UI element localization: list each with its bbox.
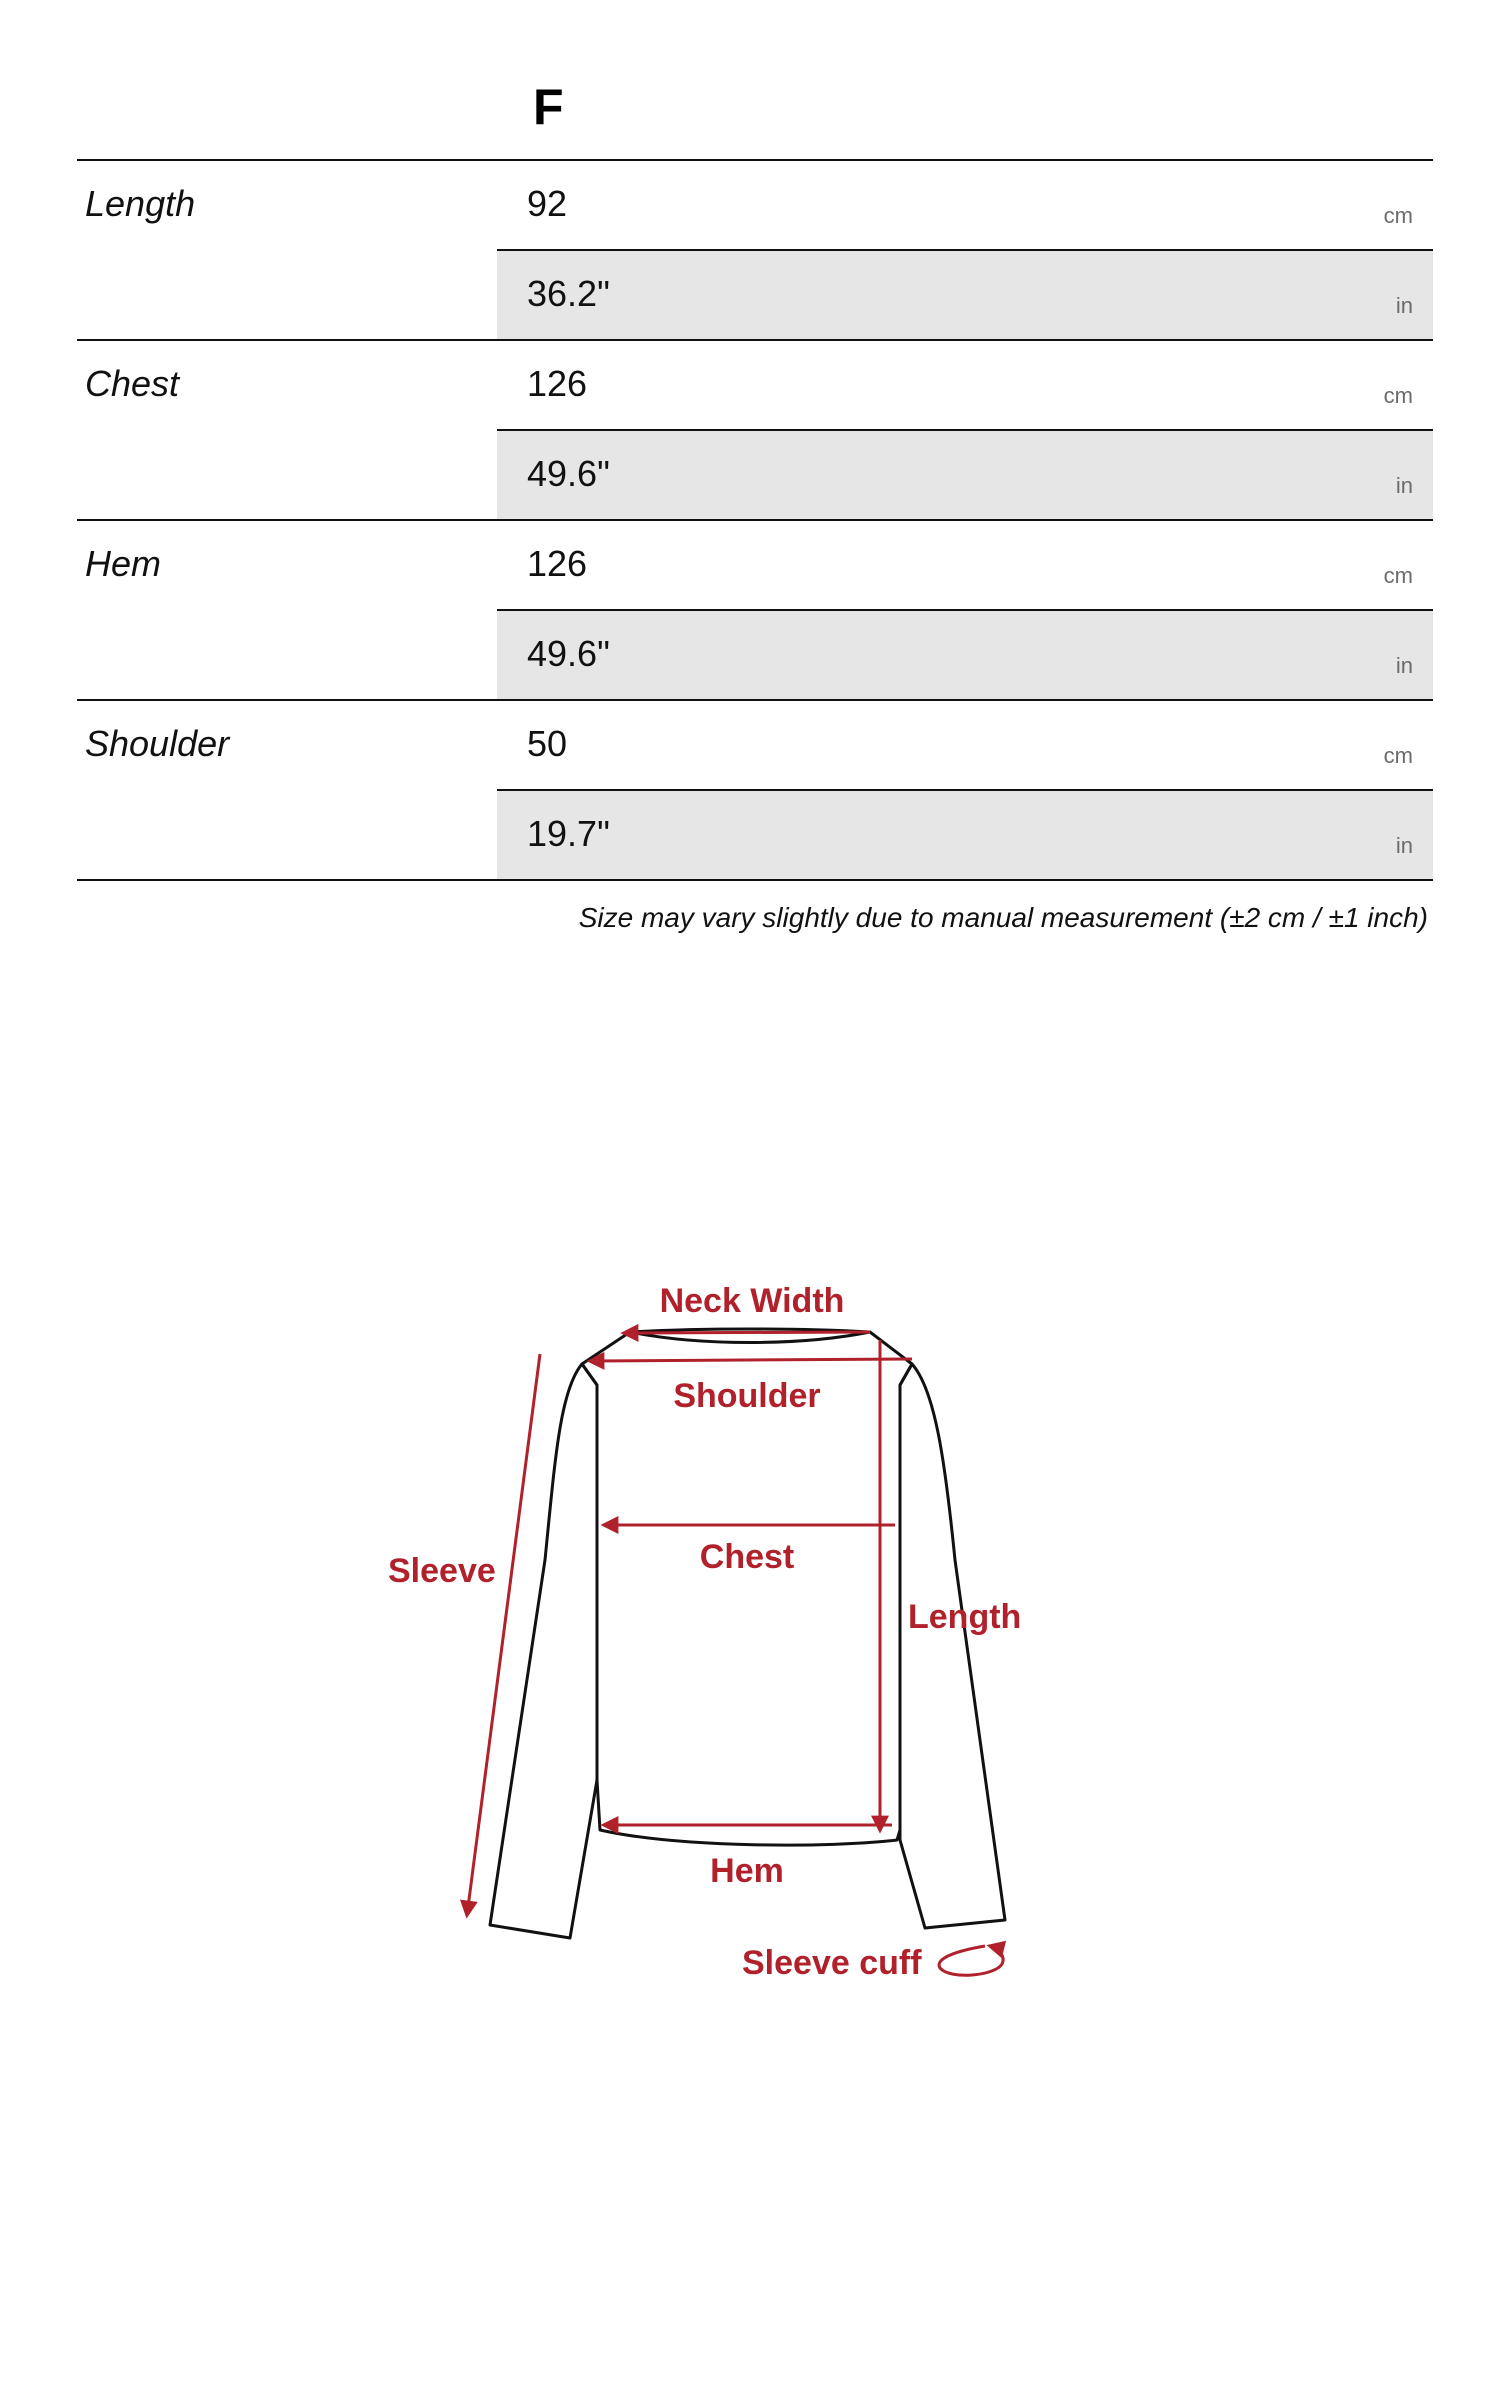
sleeve-cuff-arrow <box>939 1946 1003 1975</box>
length-inch-unit: in <box>1395 293 1413 318</box>
hem-cm-value: 126 <box>527 543 588 584</box>
table-rule <box>77 339 1433 341</box>
shoulder-label: Shoulder <box>673 1377 821 1415</box>
table-rule <box>77 879 1433 881</box>
measurement-label-shoulder: Shoulder <box>85 723 230 764</box>
table-rule <box>497 789 1433 791</box>
chest-cm-value: 126 <box>527 363 588 404</box>
table-rule <box>497 429 1433 431</box>
neck-width-label: Neck Width <box>659 1282 845 1320</box>
measurement-label-length: Length <box>85 183 196 224</box>
table-rule <box>77 519 1433 521</box>
table-rule <box>77 159 1433 161</box>
shoulder-inch-unit: in <box>1395 833 1413 858</box>
chest-cm-unit: cm <box>1383 383 1413 408</box>
length-label: Length <box>908 1598 1022 1636</box>
measurement-label-chest: Chest <box>85 363 180 404</box>
length-cm-unit: cm <box>1383 203 1413 228</box>
chest-label: Chest <box>699 1538 795 1576</box>
shoulder-cm-value: 50 <box>527 723 568 764</box>
shoulder-inch-value: 19.7" <box>527 813 610 854</box>
hem-inch-cell <box>497 610 1433 699</box>
hem-cm-unit: cm <box>1383 563 1413 588</box>
shoulder-arrow <box>590 1359 912 1361</box>
length-inch-cell <box>497 250 1433 339</box>
sleeve-cuff-label: Sleeve cuff <box>742 1944 922 1982</box>
chest-inch-unit: in <box>1395 473 1413 498</box>
measurement-note: Size may vary slightly due to manual measurement (±2 cm / ±1 inch) <box>578 902 1428 933</box>
table-rule <box>497 249 1433 251</box>
garment-measurement-diagram <box>0 1200 1500 2100</box>
chest-inch-value: 49.6" <box>527 453 610 494</box>
hem-label: Hem <box>710 1852 784 1890</box>
shoulder-inch-cell <box>497 790 1433 879</box>
shoulder-cm-unit: cm <box>1383 743 1413 768</box>
hem-inch-unit: in <box>1395 653 1413 678</box>
neck-width-arrow <box>624 1332 870 1333</box>
length-inch-value: 36.2" <box>527 273 610 314</box>
sleeve-label: Sleeve <box>388 1552 496 1590</box>
table-rule <box>77 699 1433 701</box>
chest-inch-cell <box>497 430 1433 519</box>
size-column-header: F <box>533 79 564 135</box>
table-rule <box>497 609 1433 611</box>
length-cm-value: 92 <box>527 183 568 224</box>
hem-inch-value: 49.6" <box>527 633 610 674</box>
measurement-label-hem: Hem <box>85 543 162 584</box>
